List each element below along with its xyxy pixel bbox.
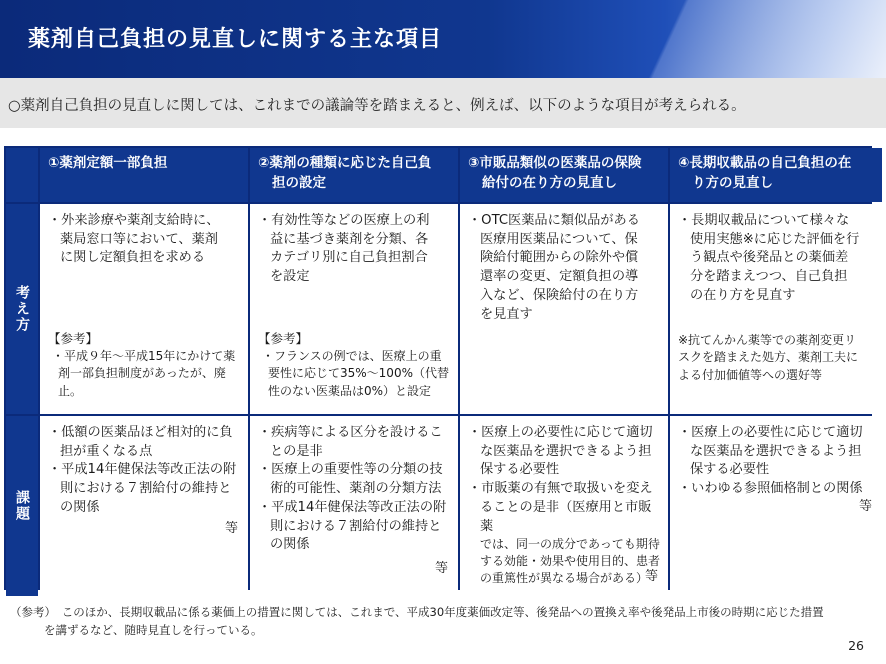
issues-cell-2	[250, 416, 458, 596]
approach-2-text: ・有効性等などの医療上の利 益に基づき薬剤を分類、各 カテゴリ別に自己負担割合 を設定	[258, 213, 430, 285]
approach-cell-1	[40, 204, 248, 414]
issues-4-etc: 等	[858, 499, 872, 514]
header-decoration	[566, 0, 886, 78]
approach-cell-2	[250, 204, 458, 414]
column-header-4: ④長期収載品の自己負担の在 り方の見直し	[670, 148, 882, 202]
column-header-3: ③市販品類似の医薬品の保険 給付の在り方の見直し	[460, 148, 668, 202]
column-header-2: ②薬剤の種類に応じた自己負 担の設定	[250, 148, 458, 202]
issues-cell-1	[40, 416, 248, 596]
issues-2-text: ・疾病等による区分を設けるこ との是非 ・医療上の重要性等の分類の技 術的可能性、薬剤の分類方法 ・平成14年健保法等改正法の附 則における７割給付の維持と の関係	[258, 425, 447, 553]
issues-2-etc: 等	[434, 561, 448, 576]
approach-4-text: ・長期収載品について様々な 使用実態※に応じた評価を行 う観点や後発品との薬価差 分を踏まえつつ、自己負担 の在り方を見直す	[678, 213, 860, 303]
issues-cell-3	[460, 416, 668, 596]
issues-3-etc: 等	[644, 569, 658, 584]
approach-cell-4	[670, 204, 882, 414]
issues-4-text: ・医療上の必要性に応じて適切 な医薬品を選択できるよう担 保する必要性 ・いわゆる参照価格制との関係	[678, 425, 863, 497]
issues-1-etc: 等	[224, 521, 238, 536]
approach-4-note: ※抗てんかん薬等での薬剤変更リ スクを踏まえた処方、薬剤工夫に よる付加価値等への選好等	[678, 333, 859, 382]
page-number: 26	[848, 638, 864, 653]
table-corner	[6, 148, 38, 202]
row-header-issues: 課題	[6, 416, 38, 596]
items-table	[4, 146, 872, 590]
approach-2-reference: 【参考】 ・フランスの例では、医療上の重 要性に応じて35%～100%（代替 性のない医薬品は0%）と設定	[258, 331, 449, 398]
slide-header	[0, 0, 886, 78]
approach-1-reference: 【参考】 ・平成９年～平成15年にかけて薬 剤一部負担制度があったが、廃 止。	[48, 331, 236, 398]
approach-1-text: ・外来診療や薬剤支給時に、 薬局窓口等において、薬剤 に関し定額負担を求める	[48, 213, 220, 266]
footer-note: （参考） このほか、長期収載品に係る薬価上の措置に関しては、これまで、平成30年度薬価改定等、後発品への置換え率や後発品上市後の時期に応じた措置 を講ずるなど、随時見直しを行っている。	[10, 605, 824, 637]
row-header-approach: 考え方	[6, 204, 38, 414]
issues-3-text: ・医療上の必要性に応じて適切 な医薬品を選択できるよう担 保する必要性 ・市販薬の有無で取扱いを変え ることの是非（医療用と市販薬 では、同一の成分であっても期待 する効能・効果や使用目的、患者 の重篤性が異なる場合がある）	[468, 425, 661, 586]
slide-title: 薬剤自己負担の見直しに関する主な項目	[28, 27, 443, 52]
approach-3-text: ・OTC医薬品に類似品がある 医療用医薬品について、保 険給付範囲からの除外や償 還率の変更、定額負担の導 入など、保険給付の在り方 を見直す	[468, 213, 640, 322]
issues-cell-4	[670, 416, 882, 596]
approach-cell-3	[460, 204, 668, 414]
intro-text: ○薬剤自己負担の見直しに関しては、これまでの議論等を踏まえると、例えば、以下のような項目が考えられる。	[8, 98, 746, 114]
issues-1-text: ・低額の医薬品ほど相対的に負 担が重くなる点 ・平成14年健保法等改正法の附 則における７割給付の維持と の関係	[48, 425, 237, 515]
column-header-1: ①薬剤定額一部負担	[40, 148, 248, 202]
